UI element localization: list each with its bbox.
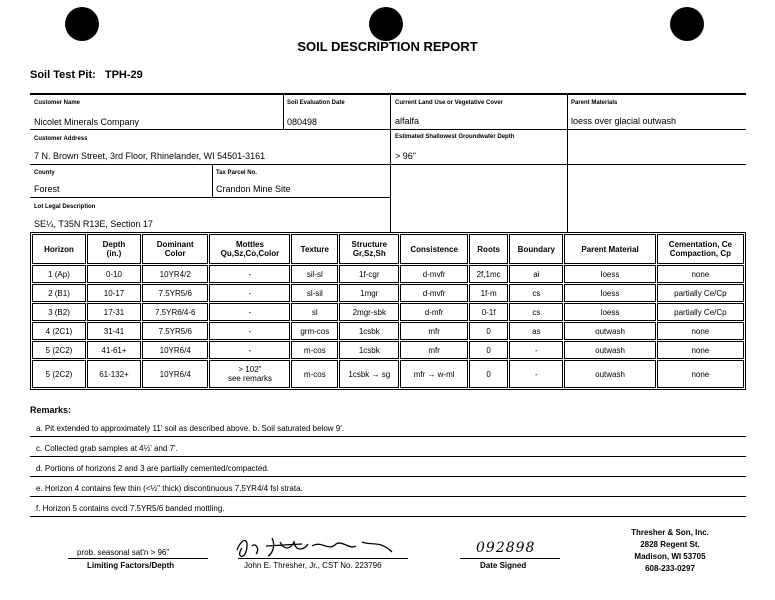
legal-label: Lot Legal Description: [34, 204, 96, 210]
parent-materials-label: Parent Materials: [571, 100, 618, 106]
grid-line: [283, 93, 284, 129]
table-cell: 2f,1mc: [469, 265, 508, 283]
table-cell: d-mvfr: [400, 284, 468, 302]
grid-line: [30, 164, 746, 165]
table-cell: none: [657, 265, 744, 283]
legal-value: SE¼, T35N R13E, Section 17: [34, 219, 153, 229]
table-cell: cs: [509, 284, 563, 302]
pit-label: Soil Test Pit:: [30, 69, 96, 81]
grid-line: [30, 129, 746, 130]
header-consistence: Consistence: [400, 234, 468, 264]
horizon-table: [30, 232, 746, 390]
table-row: [32, 322, 744, 340]
table-cell: 0: [469, 322, 508, 340]
company-name: Thresher & Son, Inc.: [631, 528, 709, 537]
grid-line: [390, 93, 391, 232]
table-cell: partially Ce/Cp: [657, 303, 744, 321]
groundwater-value: > 96": [395, 151, 416, 161]
table-cell: loess: [564, 303, 655, 321]
header-horizon: Horizon: [32, 234, 86, 264]
table-cell: 0: [469, 360, 508, 388]
customer-name-value: Nicolet Minerals Company: [34, 117, 140, 127]
table-cell: outwash: [564, 322, 655, 340]
company-phone: 608-233-0297: [645, 564, 695, 573]
table-cell: d-mvfr: [400, 265, 468, 283]
table-cell: sil-sl: [291, 265, 338, 283]
punch-hole-left: [65, 7, 99, 41]
table-cell: 0-10: [87, 265, 141, 283]
table-cell: 2mgr-sbk: [339, 303, 399, 321]
table-cell: loess: [564, 265, 655, 283]
grid-line: [567, 93, 568, 232]
table-row: [32, 303, 744, 321]
header-boundary: Boundary: [509, 234, 563, 264]
table-cell: sl-sil: [291, 284, 338, 302]
table-cell: outwash: [564, 360, 655, 388]
table-cell: mfr → w-ml: [400, 360, 468, 388]
table-cell: outwash: [564, 341, 655, 359]
eval-date-value: 080498: [287, 117, 318, 127]
remarks-title: Remarks:: [30, 405, 72, 415]
grid-line: [30, 197, 390, 198]
punch-hole-center: [369, 7, 403, 41]
table-cell: 61-132+: [87, 360, 141, 388]
tax-parcel-value: Crandon Mine Site: [216, 184, 291, 194]
table-cell: 1f-cgr: [339, 265, 399, 283]
table-cell: > 102" see remarks: [209, 360, 290, 388]
remark-line: c. Collected grab samples at 4½' and 7'.: [30, 439, 746, 457]
table-cell: 10YR6/4: [142, 341, 208, 359]
table-cell: 41-61+: [87, 341, 141, 359]
table-cell: 7.5YR5/6: [142, 284, 208, 302]
table-cell: 0: [469, 341, 508, 359]
limiting-value: prob. seasonal sat'n > 96": [77, 548, 170, 557]
table-cell: 0-1f: [469, 303, 508, 321]
table-cell: 7.5YR6/4-6: [142, 303, 208, 321]
remark-line: f. Horizon 5 contains cvcd 7.5YR5/6 banded mottling.: [30, 499, 746, 517]
table-cell: 17-31: [87, 303, 141, 321]
table-cell: 10-17: [87, 284, 141, 302]
table-cell: -: [209, 265, 290, 283]
table-cell: 31-41: [87, 322, 141, 340]
remark-line: a. Pit extended to approximately 11' soil as described above. b. Soil saturated below 9'.: [30, 419, 746, 437]
table-cell: ai: [509, 265, 563, 283]
grid-line: [30, 93, 746, 95]
table-cell: cs: [509, 303, 563, 321]
table-cell: 3 (B2): [32, 303, 86, 321]
table-cell: 1csbk → sg: [339, 360, 399, 388]
remark-line: d. Portions of horizons 2 and 3 are partially cemented/compacted.: [30, 459, 746, 477]
table-cell: 1f-m: [469, 284, 508, 302]
table-cell: none: [657, 341, 744, 359]
table-cell: mfr: [400, 322, 468, 340]
grid-line: [238, 558, 408, 559]
table-cell: none: [657, 322, 744, 340]
punch-hole-right: [670, 7, 704, 41]
company-block: [610, 527, 730, 575]
table-row: [32, 284, 744, 302]
header-texture: Texture: [291, 234, 338, 264]
table-cell: m-cos: [291, 360, 338, 388]
limiting-label: Limiting Factors/Depth: [87, 561, 175, 570]
table-cell: 5 (2C2): [32, 360, 86, 388]
land-use-value: alfalfa: [395, 116, 420, 126]
table-cell: 2 (B1): [32, 284, 86, 302]
county-label: County: [34, 170, 55, 176]
table-cell: d-mfr: [400, 303, 468, 321]
tax-parcel-label: Tax Parcel No.: [216, 170, 257, 176]
table-cell: 1csbk: [339, 322, 399, 340]
table-cell: 10YR4/2: [142, 265, 208, 283]
date-value: 092898: [476, 540, 536, 556]
county-value: Forest: [34, 184, 60, 194]
table-row: [32, 265, 744, 283]
company-city: Madison, WI 53705: [634, 552, 706, 561]
table-cell: 1 (Ap): [32, 265, 86, 283]
header-color: Dominant Color: [142, 234, 208, 264]
table-cell: 10YR6/4: [142, 360, 208, 388]
table-cell: -: [209, 322, 290, 340]
grid-line: [68, 558, 208, 559]
table-cell: 1mgr: [339, 284, 399, 302]
soil-test-pit: [30, 69, 143, 81]
date-label: Date Signed: [480, 561, 527, 570]
table-header-row: [32, 234, 744, 264]
table-cell: loess: [564, 284, 655, 302]
header-mottles: Mottles Qu,Sz,Co,Color: [209, 234, 290, 264]
table-cell: -: [509, 341, 563, 359]
customer-name-label: Customer Name: [34, 100, 81, 106]
land-use-label: Current Land Use or Vegetative Cover: [395, 100, 504, 106]
table-cell: -: [509, 360, 563, 388]
grid-line: [460, 558, 560, 559]
header-parent-material: Parent Material: [564, 234, 655, 264]
parent-materials-value: loess over glacial outwash: [571, 116, 677, 126]
table-cell: -: [209, 303, 290, 321]
groundwater-label: Estimated Shallowest Groundwater Depth: [395, 134, 515, 140]
table-cell: 1csbk: [339, 341, 399, 359]
report-title: SOIL DESCRIPTION REPORT: [297, 39, 478, 54]
table-row: [32, 341, 744, 359]
pit-value: TPH-29: [104, 69, 143, 81]
header-roots: Roots: [469, 234, 508, 264]
table-cell: sl: [291, 303, 338, 321]
eval-date-label: Soil Evaluation Date: [287, 100, 345, 106]
table-cell: -: [209, 341, 290, 359]
grid-line: [212, 164, 213, 197]
table-cell: grm-cos: [291, 322, 338, 340]
table-row: [32, 360, 744, 388]
table-cell: as: [509, 322, 563, 340]
table-cell: mfr: [400, 341, 468, 359]
header-structure: Structure Gr,Sz,Sh: [339, 234, 399, 264]
table-cell: 4 (2C1): [32, 322, 86, 340]
customer-address-value: 7 N. Brown Street, 3rd Floor, Rhinelander, WI 54501-3161: [34, 151, 266, 161]
company-street: 2828 Regent St.: [640, 540, 700, 549]
signer-name: John E. Thresher, Jr., CST No. 223796: [244, 561, 382, 570]
remark-line: e. Horizon 4 contains few thin (<½" thick) discontinuous 7.5YR4/4 fsl strata.: [30, 479, 746, 497]
header-cementation: Cementation, Ce Compaction, Cp: [657, 234, 744, 264]
table-cell: 5 (2C2): [32, 341, 86, 359]
customer-address-label: Customer Address: [34, 136, 88, 142]
table-cell: m-cos: [291, 341, 338, 359]
table-cell: -: [209, 284, 290, 302]
table-cell: partially Ce/Cp: [657, 284, 744, 302]
table-cell: 7.5YR5/6: [142, 322, 208, 340]
table-cell: none: [657, 360, 744, 388]
header-depth: Depth (in.): [87, 234, 141, 264]
